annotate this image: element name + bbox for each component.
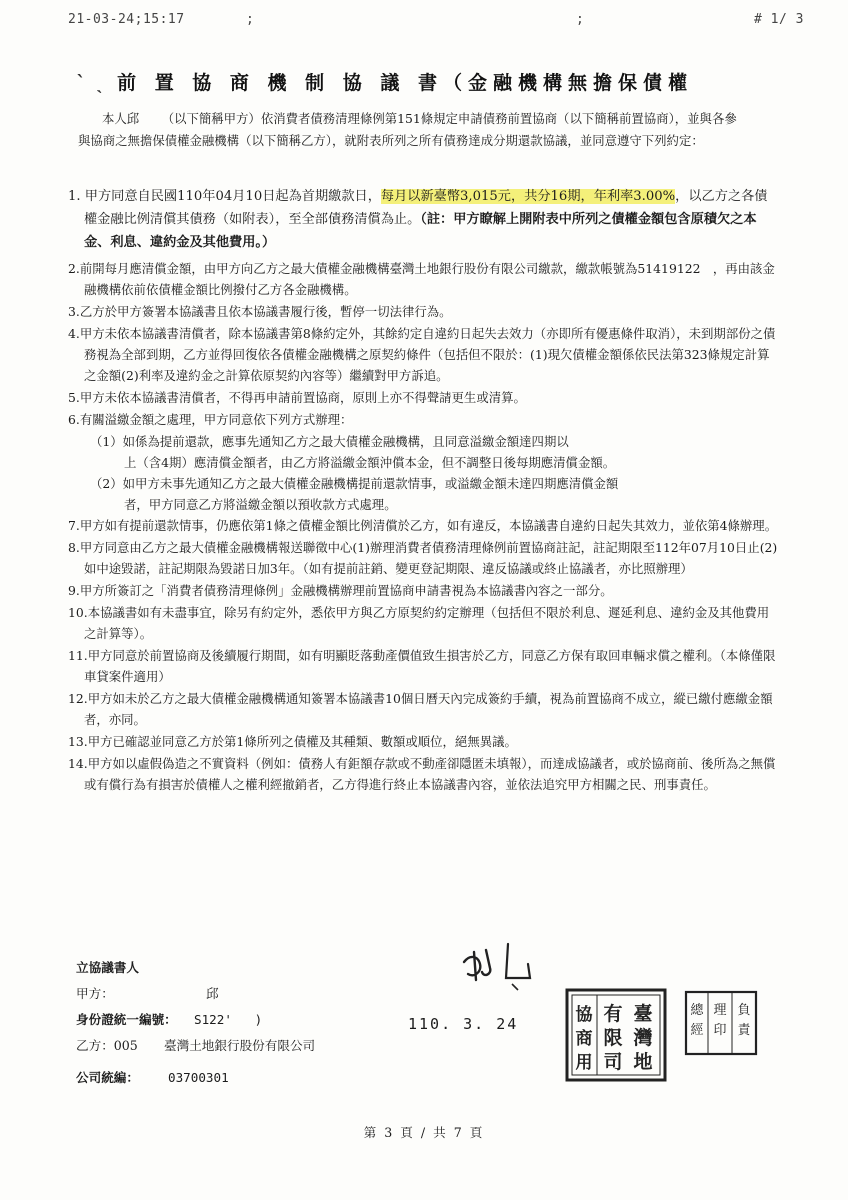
clause-6-sub-1-cont: 上（含4期）應清償金額者，由乙方將溢繳金額沖償本金，但不調整日後每期應清償金額。 [124, 455, 616, 470]
clause-5 [68, 387, 778, 408]
svg-text:經: 經 [690, 1023, 704, 1038]
clause-text: 有關溢繳金額之處理，甲方同意依下列方式辦理： [79, 412, 353, 427]
svg-text:灣: 灣 [633, 1027, 653, 1049]
clause-number: 4. [68, 326, 80, 341]
tax-id-value: 03700301 [168, 1070, 229, 1085]
clause-number: 11. [68, 648, 88, 663]
clause-number: 6. [68, 412, 80, 427]
document-title [76, 68, 716, 95]
fax-separator-2: ; [576, 12, 585, 27]
fax-timestamp: 21-03-24;15:17 [68, 12, 185, 27]
clause-4 [68, 323, 778, 386]
fax-page-number: # 1/ 3 [754, 12, 804, 27]
svg-text:商: 商 [575, 1029, 593, 1049]
clause-text: 甲方未依本協議書清償者，除本協議書第8條約定外，其餘約定自違約日起失去效力（亦即所有優惠條件取消），未到期部份之債務視為全部到期，乙方並得回復依各債權金融機構之原契約條件（包括但不限於：(1)現欠債權金額係依民法第323條規定計算之金額(2)利率及違約金之計算依原契約內容等）繼續對甲方訴追。 [79, 326, 776, 383]
clause-number: 10. [68, 605, 88, 620]
svg-text:協: 協 [575, 1005, 593, 1025]
svg-text:司: 司 [603, 1051, 623, 1073]
clause-7 [68, 515, 778, 536]
tax-id-label: 公司統編： [76, 1070, 139, 1085]
clause-1-text-a: 甲方同意自民國110年04月10日起為首期繳款日， [84, 189, 381, 204]
clause-text: 甲方未依本協議書清償者，不得再申請前置協商，原則上亦不得聲請更生或清算。 [79, 390, 526, 405]
svg-text:總: 總 [690, 1003, 704, 1018]
intro-paragraph: 本人邱 （以下簡稱甲方）依消費者債務清理條例第151條規定申請債務前置協商（以下簡稱前置協商），並與各參與協商之無擔保債權金融機構（以下簡稱乙方），就附表所列之所有債務達成分期還款協議，並同意遵守下列約定： [78, 111, 737, 148]
party-a-label: 甲方： [76, 986, 114, 1001]
clause-text: 甲方同意由乙方之最大債權金融機構報送聯徵中心(1)辦理消費者債務清理條例前置協商註記，註記期限至112年07月10日止(2)如中途毀諾，註記期限為毀諾日加3年。（如有提前註銷、變更登記期限、違反協議或終止協議者，亦比照辦理） [79, 540, 778, 576]
party-b-row [76, 1033, 536, 1059]
clause-14 [68, 753, 778, 795]
clause-number: 1. [68, 189, 81, 204]
clause-11 [68, 645, 778, 687]
clause-8 [68, 537, 778, 579]
tax-id-row [76, 1065, 536, 1091]
bank-seal-icon [565, 988, 667, 1082]
fax-separator: ; [246, 12, 255, 27]
clause-2 [68, 258, 778, 300]
clause-6 [68, 409, 778, 430]
svg-text:責: 責 [737, 1023, 751, 1038]
clause-12 [68, 688, 778, 730]
clause-1-text-b: ，以乙方之各債權金融比例清償其債務（如附表），至全部債務清償為止。 [84, 189, 768, 227]
clause-1-note: （註：甲方瞭解上開附表中所列之債權金額包含原積欠之本金、利息、違約金及其他費用。） [84, 212, 757, 250]
id-value: S122' ) [194, 1012, 263, 1027]
clause-number: 8. [68, 540, 80, 555]
id-label: 身份證統一編號： [76, 1012, 177, 1027]
svg-text:臺: 臺 [633, 1003, 653, 1025]
clause-number: 2. [68, 261, 80, 276]
page-footer: 第 3 頁 / 共 7 頁 [363, 1125, 485, 1140]
clause-text: 甲方所簽訂之「消費者債務清理條例」金融機構辦理前置協商申請書視為本協議書內容之一部分。 [79, 583, 613, 598]
signing-date: 110. 3. 24 [408, 1015, 519, 1033]
clause-10 [68, 602, 778, 644]
clause-text: 甲方如未於乙方之最大債權金融機構通知簽署本協議書10個日曆天內完成簽約手續，視為前置協商不成立，縱已繳付應繳金額者，亦同。 [84, 691, 773, 727]
clause-6-sub-2-cont: 者，甲方同意乙方將溢繳金額以預收款方式處理。 [124, 497, 397, 512]
clause-13 [68, 731, 778, 752]
clause-number: 5. [68, 390, 80, 405]
fax-header [68, 12, 804, 30]
clause-number: 12. [68, 691, 88, 706]
signers-heading: 立協議書人 [76, 960, 139, 975]
clause-text: 甲方如有提前還款情事，仍應依第1條之債權金額比例清償於乙方，如有違反，本協議書自違約日起失其效力，並依第4條辦理。 [79, 518, 778, 533]
clause-number: 14. [68, 756, 88, 771]
title-ticks: ˋ ˎ [76, 72, 105, 94]
svg-text:印: 印 [713, 1023, 727, 1038]
clause-number: 3. [68, 304, 80, 319]
clause-text: 前開每月應清償金額，由甲方向乙方之最大債權金融機構臺灣土地銀行股份有限公司繳款，繳款帳號為51419122 ，再由該金融機構依前依債權金額比例撥付乙方各金融機構。 [79, 261, 775, 297]
svg-text:有: 有 [603, 1003, 623, 1025]
clause-3 [68, 301, 778, 322]
clause-number: 7. [68, 518, 80, 533]
clause-number: 13. [68, 734, 88, 749]
clause-text: 本協議書如有未盡事宜，除另有約定外，悉依甲方與乙方原契約約定辦理（包括但不限於利息、遲延利息、違約金及其他費用之計算等）。 [84, 605, 770, 641]
clause-number: 9. [68, 583, 80, 598]
clause-text: 乙方於甲方簽署本協議書且依本協議書履行後，暫停一切法律行為。 [79, 304, 452, 319]
clause-1 [68, 185, 778, 254]
clause-text: 甲方同意於前置協商及後續履行期間，如有明顯貶落動產價值致生損害於乙方，同意乙方保有取回車輛求償之權利。（本條僅限車貸案件適用） [84, 648, 776, 684]
clause-9 [68, 580, 778, 601]
svg-text:用: 用 [575, 1053, 593, 1073]
svg-text:限: 限 [603, 1027, 623, 1049]
clause-6-sub-2: （2）如甲方未事先通知乙方之最大債權金融機構提前還款情事，或溢繳金額未達四期應清償金額 [90, 476, 619, 491]
party-a-name: 邱 [206, 986, 219, 1001]
clause-text: 甲方已確認並同意乙方於第1條所列之債權及其種類、數額或順位，絕無異議。 [87, 734, 517, 749]
clause-6-sub-1: （1）如係為提前還款，應事先通知乙方之最大債權金融機構，且同意溢繳金額達四期以 [90, 434, 569, 449]
clauses-list [68, 185, 778, 796]
clause-text: 甲方如以虛假偽造之不實資料（例如：債務人有鉅額存款或不動產卻隱匿未填報），而達成協議者，或於協商前、後所為之無償或有償行為有損害於債權人之權利經撤銷者，乙方得進行終止本協議書內容，並依法追究甲方相關之民、刑事責任。 [84, 756, 776, 792]
svg-text:地: 地 [633, 1051, 653, 1073]
svg-text:理: 理 [713, 1003, 727, 1018]
handwritten-signature-icon [456, 940, 536, 994]
svg-text:負: 負 [737, 1003, 751, 1018]
clause-1-highlight: 每月以新臺幣3,015元，共分16期，年利率3.00% [380, 189, 676, 204]
officer-seal-icon [684, 990, 758, 1056]
party-b-name: 臺灣土地銀行股份有限公司 [164, 1038, 316, 1053]
title-text: 前 置 協 商 機 制 協 議 書（金融機構無擔保債權 [117, 72, 693, 94]
party-b-label: 乙方：005 [76, 1038, 138, 1053]
